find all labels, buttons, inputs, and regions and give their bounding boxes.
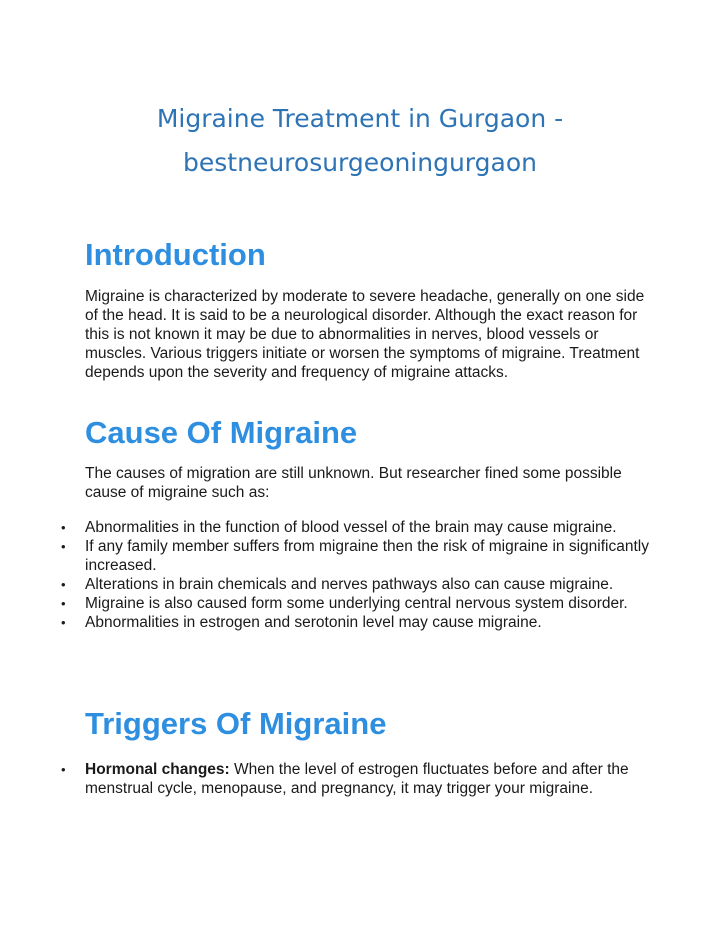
list-item — [61, 594, 660, 613]
bullet-icon: • — [61, 615, 66, 630]
bullet-icon: • — [61, 539, 66, 554]
causes-intro-paragraph: The causes of migration are still unknown. But researcher fined some possible cause of migraine such as: — [85, 465, 622, 501]
bullet-icon: • — [61, 762, 66, 777]
list-item — [61, 537, 660, 575]
triggers-list — [61, 760, 660, 798]
list-item-text: Abnormalities in the function of blood vessel of the brain may cause migraine. — [85, 519, 617, 536]
trigger-label: Hormonal changes: — [85, 761, 230, 778]
bullet-icon: • — [61, 520, 66, 535]
introduction-heading: Introduction — [85, 237, 266, 272]
triggers-heading: Triggers Of Migraine — [85, 706, 387, 741]
list-item — [61, 613, 660, 632]
trigger-description: When the level of estrogen fluctuates before and after the menstrual cycle, menopause, and pregnancy, it may trigger your migraine. — [85, 761, 629, 797]
document-title-line-2: bestneurosurgeoningurgaon — [183, 148, 537, 177]
list-item — [61, 760, 660, 798]
introduction-paragraph: Migraine is characterized by moderate to severe headache, generally on one side of the head. It is said to be a neurological disorder. Although the exact reason for this is not known it may be due to abnormalities in nerves, blood vessels or muscles. Various triggers initiate or worsen the symptoms of migraine. Treatment depends upon the severity and frequency of migraine attacks. — [85, 288, 645, 381]
list-item-text: Abnormalities in estrogen and serotonin level may cause migraine. — [85, 614, 542, 631]
list-item — [61, 575, 660, 594]
document-title-line-1: Migraine Treatment in Gurgaon - — [156, 104, 564, 133]
bullet-icon: • — [61, 577, 66, 592]
list-item-text: Alterations in brain chemicals and nerves pathways also can cause migraine. — [85, 576, 614, 593]
causes-list — [61, 518, 660, 632]
list-item-text: If any family member suffers from migraine then the risk of migraine in significantly increased. — [85, 538, 649, 574]
bullet-icon: • — [61, 596, 66, 611]
document-title — [0, 97, 720, 185]
causes-heading: Cause Of Migraine — [85, 415, 358, 450]
list-item-text: Migraine is also caused form some underlying central nervous system disorder. — [85, 595, 628, 612]
list-item — [61, 518, 660, 537]
